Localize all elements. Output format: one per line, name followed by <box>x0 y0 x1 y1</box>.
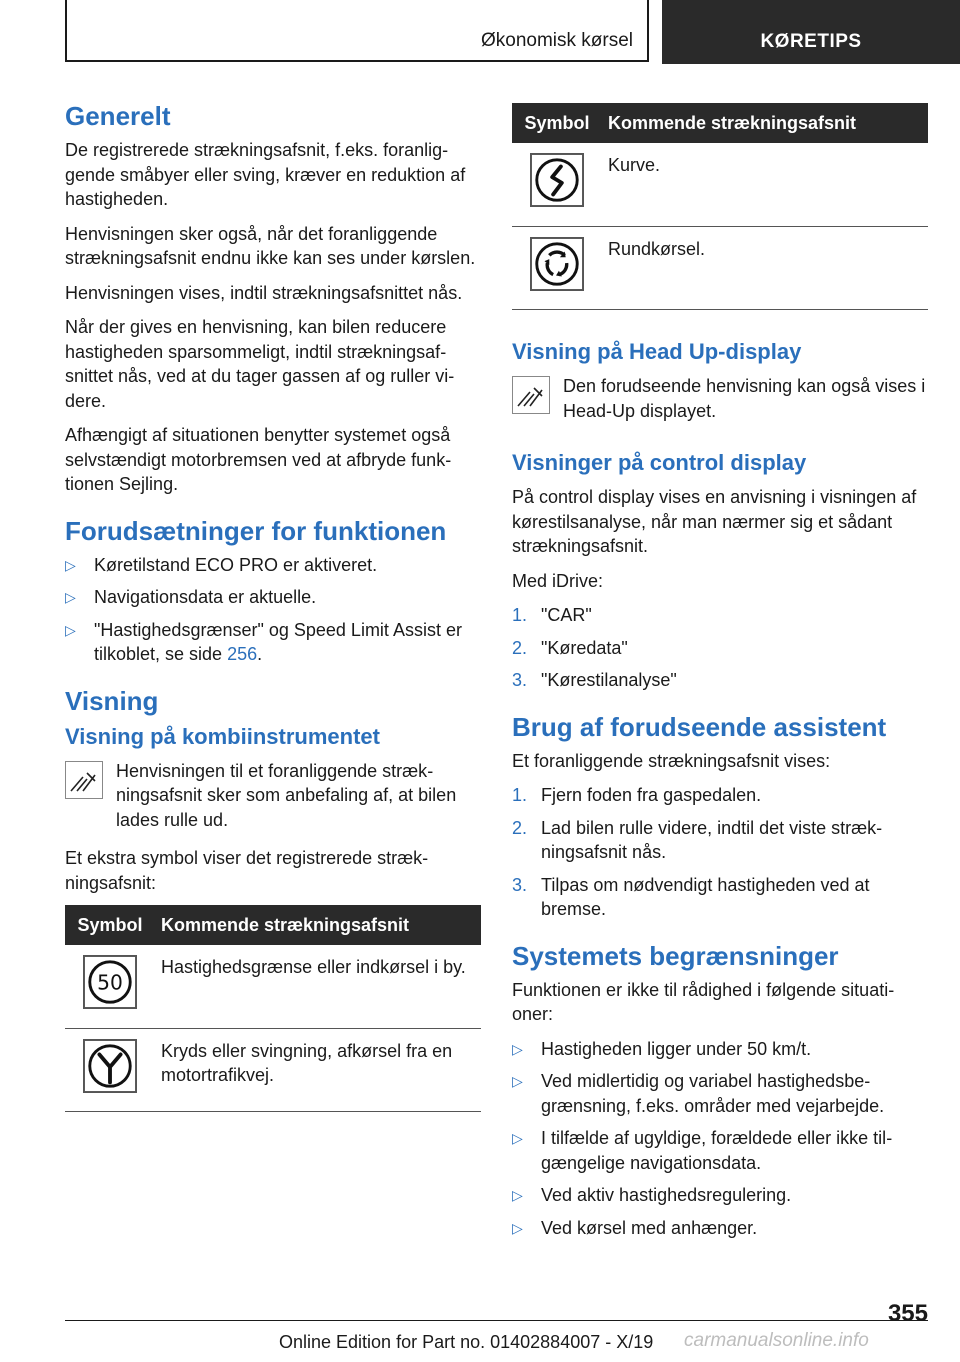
header-section-box <box>65 0 649 62</box>
table-header-section: Kommende strækningsafsnit <box>602 103 928 143</box>
heading-use-assistant: Brug af forudseende assistent <box>512 711 887 742</box>
list-item: 1. "CAR" <box>512 605 592 625</box>
triangle-bullet-icon: ▷ <box>512 1187 523 1203</box>
page-number: 355 <box>887 1300 928 1327</box>
header-section-title: Økonomisk kørsel <box>480 30 633 51</box>
header-chapter-tab[interactable] <box>662 0 960 64</box>
triangle-bullet-icon: ▷ <box>512 1040 523 1057</box>
list-item: 3. "Kørestilanalyse" <box>512 670 677 690</box>
table-header-section: Kommende strækningsafsnit <box>155 905 481 945</box>
paragraph: På control display vises en anvisning i visningen af kørestilsanalyse, når man nærmer sig et sådant strækningsafsnit. <box>512 487 917 556</box>
paragraph: Et foranliggende strækningsafsnit vises: <box>512 750 831 771</box>
list-item: ▷ Ved midlertidig og variabel hastighedsbegrænsning, f.eks. områder med vejarbejde. <box>512 1071 885 1116</box>
table-cell: Kurve. <box>602 143 928 226</box>
list-item: ▷ Hastigheden ligger under 50 km/t. <box>512 1037 928 1062</box>
road-ahead-note-icon <box>65 761 103 799</box>
note-block <box>512 374 928 423</box>
heading-control-display: Visninger på control display <box>512 450 807 475</box>
paragraph: Et ekstra symbol viser det registrerede strækningsafsnit: <box>65 848 429 893</box>
paragraph: Funktionen er ikke til rådighed i følgende situationer: <box>512 979 895 1024</box>
list-item: ▷ "Hastighedsgrænser" og Speed Limit Assist er tilkoblet, se side 256. <box>65 619 462 664</box>
table-row <box>65 945 481 1028</box>
watermark: carmanualsonline.info <box>684 1330 869 1351</box>
footer-rule <box>65 1320 928 1321</box>
table-cell: Hastighedsgrænse eller indkørsel i by. <box>155 945 481 1028</box>
triangle-bullet-icon: ▷ <box>512 1219 523 1236</box>
note-block <box>65 759 481 833</box>
limits-list <box>512 1037 928 1241</box>
footer-edition: Online Edition for Part no. 01402884007 - X/19 <box>279 1332 654 1352</box>
note-text: Henvisningen til et foranliggende strækningsafsnit sker som anbefaling af, at bilen lades rulle ud. <box>116 760 457 830</box>
page-header <box>65 0 960 64</box>
junction-icon <box>83 1039 137 1093</box>
table-header-symbol: Symbol <box>512 103 602 143</box>
idrive-steps <box>512 603 928 693</box>
list-item: 2. Lad bilen rulle videre, indtil det viste strækningsafsnit nås. <box>512 817 883 862</box>
prerequisite-list <box>65 553 481 667</box>
curve-icon <box>530 153 584 207</box>
table-header-symbol: Symbol <box>65 905 155 945</box>
list-item: ▷ Ved aktiv hastighedsregulering. <box>512 1183 928 1208</box>
symbol-table-right <box>512 103 928 310</box>
paragraph: Henvisningen sker også, når det foranliggende strækningsafsnit endnu ikke kan ses under kørslen. <box>65 223 476 268</box>
list-item: ▷ Køretilstand ECO PRO er aktiveret. <box>65 553 481 578</box>
list-item: ▷ Navigationsdata er aktuelle. <box>65 585 481 610</box>
heading-visning: Visning <box>65 685 159 716</box>
heading-system-limits: Systemets begrænsninger <box>512 940 839 971</box>
paragraph: De registrerede strækningsafsnit, f.eks. foranliggende småbyer eller sving, kræver en reduktion af hastigheden. <box>65 140 466 209</box>
list-item: 1. Fjern foden fra gaspedalen. <box>512 785 762 805</box>
table-row <box>65 1028 481 1112</box>
road-ahead-note-icon <box>512 376 550 414</box>
paragraph: Når der gives en henvisning, kan bilen reducere hastigheden sparsommeligt, indtil strækningsafsnittet nås, ved at du tager gassen af og ruller videre. <box>65 317 455 411</box>
left-column <box>65 100 481 1112</box>
speed-limit-value: 50 <box>97 970 123 995</box>
right-column <box>512 103 928 1248</box>
list-item: 2. "Køredata" <box>512 637 628 658</box>
list-item: ▷ Ved kørsel med anhænger. <box>512 1216 928 1241</box>
heading-kombiinstrument: Visning på kombiinstrumentet <box>65 723 380 749</box>
paragraph: Afhængigt af situationen benytter systemet også selvstændigt motorbremsen ved at afbryde funktionen Sejling. <box>65 425 452 494</box>
speed-limit-icon <box>83 955 137 1009</box>
table-cell: Rundkørsel. <box>602 226 928 310</box>
roundabout-icon <box>530 237 584 291</box>
paragraph: Med iDrive: <box>512 570 604 591</box>
heading-prerequisites: Forudsætninger for funktionen <box>65 515 447 546</box>
page-ref-link[interactable]: 256 <box>227 644 258 664</box>
note-text: Den forudseende henvisning kan også vises i Head-Up displayet. <box>563 376 926 421</box>
header-chapter-title: KØRETIPS <box>760 31 862 52</box>
triangle-bullet-icon: ▷ <box>65 621 76 638</box>
paragraph: Henvisningen vises, indtil strækningsafsnittet nås. <box>65 282 463 303</box>
heading-generelt: Generelt <box>65 101 171 131</box>
table-cell: Kryds eller svingning, afkørsel fra en motortrafikvej. <box>155 1028 481 1112</box>
use-steps <box>512 783 928 922</box>
table-row <box>512 226 928 310</box>
triangle-bullet-icon: ▷ <box>65 589 76 605</box>
list-item: 3. Tilpas om nødvendigt hastigheden ved at bremse. <box>512 874 870 919</box>
symbol-table-left <box>65 905 481 1112</box>
triangle-bullet-icon: ▷ <box>65 556 76 573</box>
triangle-bullet-icon: ▷ <box>512 1130 523 1146</box>
table-row <box>512 143 928 226</box>
triangle-bullet-icon: ▷ <box>512 1073 523 1089</box>
heading-hud: Visning på Head Up-display <box>512 339 802 364</box>
list-item: ▷ I tilfælde af ugyldige, forældede eller ikke tilgængelige navigationsdata. <box>512 1128 893 1173</box>
